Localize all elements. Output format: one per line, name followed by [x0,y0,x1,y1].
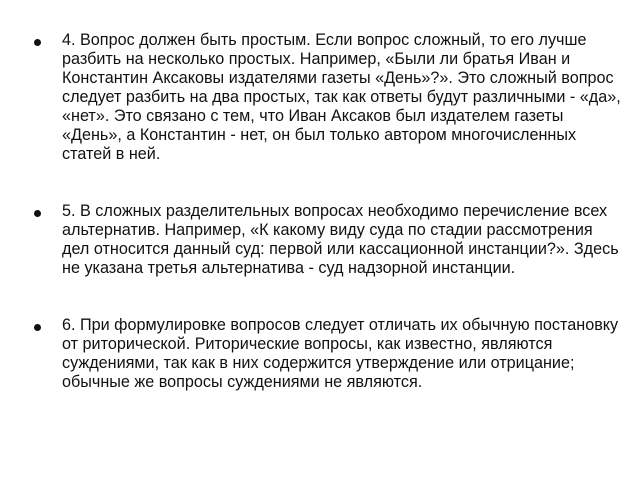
bullet-text: 5. В сложных разделительных вопросах необходимо перечисление всех альтернатив. Например, «К какому виду суда по стадии рассмотрения дел относится данный суд: первой или кассационной инстанции?». Здесь не указана третья альтернатива - суд надзорной инстанции. [62,202,619,277]
bullet-list [34,31,624,392]
bullet-item-5 [34,202,624,278]
bullet-text: 6. При формулировке вопросов следует отличать их обычную постановку от риторической. Риторические вопросы, как известно, являются суждениями, так как в них содержится утверждение или отрицание; обычные же вопросы суждениями не являются. [62,316,619,391]
bullet-item-6 [34,316,624,392]
bullet-item-4 [34,31,624,164]
bullet-dot-icon [34,324,41,331]
bullet-text: 4. Вопрос должен быть простым. Если вопрос сложный, то его лучше разбить на несколько простых. Например, «Были ли братья Иван и Константин Аксаковы издателями газеты «День»?». Это сложный вопрос следует разбить на два простых, так как ответы будут различными - «да», «нет». Это связано с тем, что Иван Аксаков был издателем газеты «День», а Константин - нет, он был только автором многочисленных статей в ней. [62,31,621,163]
bullet-dot-icon [34,39,41,46]
bullet-dot-icon [34,210,41,217]
